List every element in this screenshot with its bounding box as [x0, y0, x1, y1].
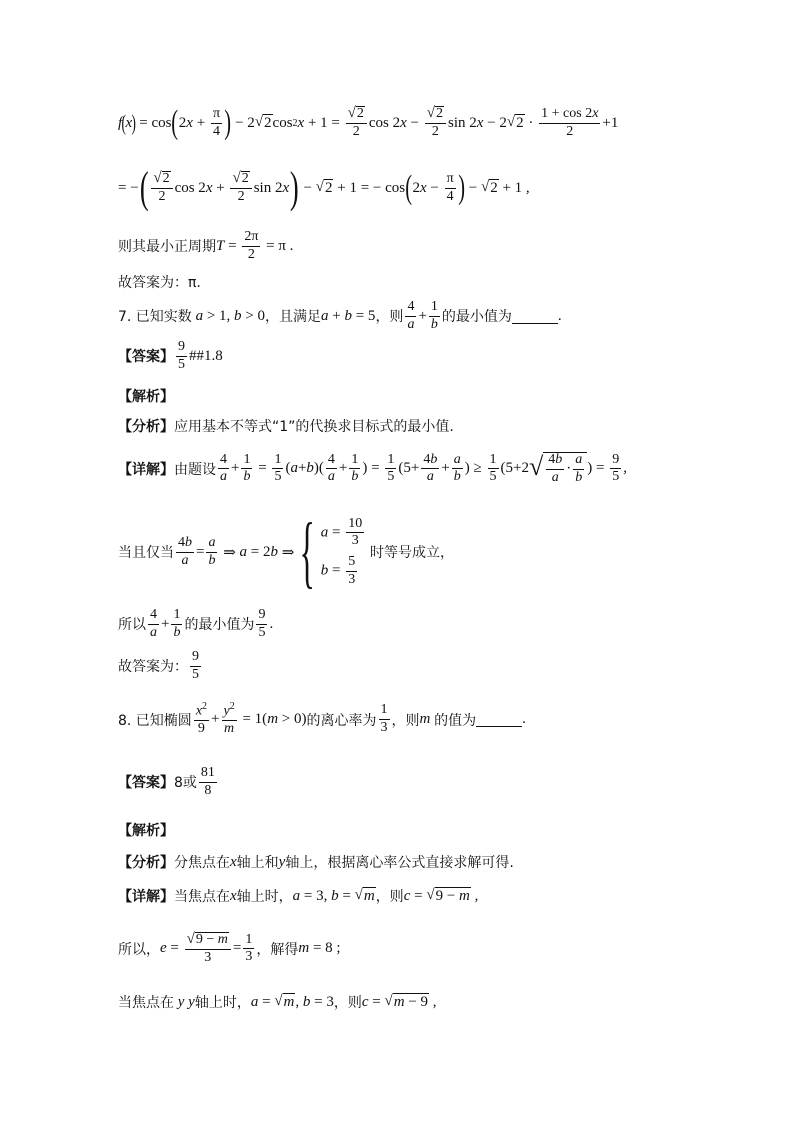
q7-final: 故答案为： $\frac{9}{5}$ [118, 649, 199, 682]
answer-tag: 【答案】 [118, 775, 174, 792]
detail-prefix: 由题设 [174, 461, 216, 478]
fenxi-text: 应用基本不等式“1”的代换求目标式的最小值. [174, 419, 454, 435]
q8-answer: 【答案】 8或 $\frac{81}{8}$ [118, 765, 215, 798]
q7-answer-alt: ##1.8 [189, 347, 223, 364]
detail-tag: 【详解】 [118, 461, 174, 478]
formula-line-2: = − ( √ 2 2 cos 2 x + √ 2 2 sin 2 x ) − √ 2 + 1 = − cos ( 2 x − $\frac{\pi}{4}$ ) − √ 2 + 1 , [118, 163, 530, 212]
q7-question: 7. 已知实数 a > 1, b > 0 ，且满足 a + b = 5 ，则 $\frac{4}{a}$ + $\frac{1}{b}$ 的最小值为 . [118, 299, 562, 332]
so-text: 所以， [118, 941, 160, 958]
q7-so: 所以 $\frac{4}{a}$ + $\frac{1}{b}$ 的最小值为 $\frac{9}{5}$ . [118, 607, 274, 640]
q7-analysis-heading [118, 386, 174, 406]
period-label: 则其最小正周期 [118, 239, 216, 256]
q7-equality: 当且仅当 $\frac{4b}{a}$ = $\frac{a}{b}$ ⇒ a = 2 b ⇒ { a = $\frac{10}{3}$ b = $\frac{5}{3}$ 时等号成立， [118, 508, 454, 596]
q8-mid2: ，则 [391, 712, 420, 729]
equal-prefix: 当且仅当 [118, 545, 174, 561]
fenxi-text3: 轴上，根据离心率公式直接求解可得. [285, 855, 514, 871]
q8-answer-text: 8或 [174, 775, 197, 792]
q8-fenxi: 【分析】 分焦点在 x 轴上和 y 轴上，根据离心率公式直接求解可得. [118, 853, 514, 871]
q7-detail: 【详解】 由题设 $\frac{4}{a}$ + $\frac{1}{b}$ = $\frac{1}{5}$ ( a + b )( $\frac{4}{a}$ + $\frac{1}{b}$ ) = $\frac{1}{5}$ (5+ $\frac{4b}{a}$ + $\frac{a}{b}$ ) ≥ $\frac{1}{5}$ (5+2 √ $\frac{4b}{a}$ · $\frac{a}{b}$ ) = $\frac{9}{5}$ , [118, 451, 627, 485]
answer-tag: 【答案】 [118, 349, 174, 366]
answer-pi-text: 故答案为：π. [118, 275, 201, 291]
fenxi-text1: 分焦点在 [174, 855, 230, 871]
fenxi-text2: 轴上和 [236, 855, 279, 871]
case2-text3: ，则 [333, 995, 362, 1011]
q8-prefix: 8. 已知椭圆 [118, 712, 192, 729]
q7-suffix: 的最小值为 [441, 309, 512, 326]
q8-blank [476, 712, 522, 727]
q8-analysis-heading [118, 820, 174, 840]
detail-text2: 轴上时， [236, 889, 293, 905]
q7-cond: ，且满足 [265, 309, 321, 326]
detail-tag: 【详解】 [118, 889, 174, 905]
case2-text1: 当焦点在 [118, 995, 174, 1011]
detail-text1: 当焦点在 [174, 889, 230, 905]
q8-mid: 的离心率为 [306, 712, 377, 729]
q7-answer: 【答案】 $\frac{9}{5}$ ##1.8 [118, 339, 223, 372]
so-solve: ，解得 [256, 941, 299, 958]
q8-suffix: 的值为 [434, 712, 477, 729]
so-prefix: 所以 [118, 617, 146, 634]
final-text: 故答案为： [118, 659, 188, 676]
period-line: 则其最小正周期 T = $\frac{2\pi}{2}$ = π . [118, 229, 294, 262]
q8-so: 所以， e = √ 9 − m 3 = $\frac{1}{3}$ ，解得 m = 8 ; [118, 931, 341, 965]
q7-blank [512, 309, 558, 324]
q7-prefix: 7. 已知实数 [118, 309, 192, 326]
so-suffix: 的最小值为 [184, 617, 255, 634]
detail-text3: ，则 [375, 889, 404, 905]
formula-line-1: f ( x ) = cos ( 2 x + $\frac{\pi}{4}$ ) − 2 √ 2 cos 2 x + 1 = √ 2 2 cos 2 x − √ 2 2 sin 2 x − 2 √ 2 · $\frac{1 + \cos 2x}{2}$ +1 [118, 104, 619, 141]
case2-text2: 轴上时， [194, 995, 251, 1011]
q8-question: 8. 已知椭圆 $\frac{x^2}{9}$ + $\frac{y^2}{m}$ = 1( m > 0) 的离心率为 $\frac{1}{3}$ ，则 m 的值为 . [118, 701, 526, 737]
q7-mid: ，则 [375, 309, 404, 326]
analysis-tag: 【解析】 [118, 823, 174, 839]
q7-fenxi [118, 416, 454, 436]
q8-case2: 当焦点在 y y 轴上时， a = √ m , b = 3 ，则 c = √ m − 9 , [118, 993, 437, 1011]
fenxi-tag: 【分析】 [118, 419, 174, 435]
equal-suffix: 时等号成立， [369, 545, 454, 561]
q8-detail: 【详解】 当焦点在 x 轴上时， a = 3, b = √ m ，则 c = √ 9 − m , [118, 887, 479, 905]
analysis-tag: 【解析】 [118, 389, 174, 405]
fenxi-tag: 【分析】 [118, 855, 174, 871]
answer-pi-line [118, 272, 201, 292]
